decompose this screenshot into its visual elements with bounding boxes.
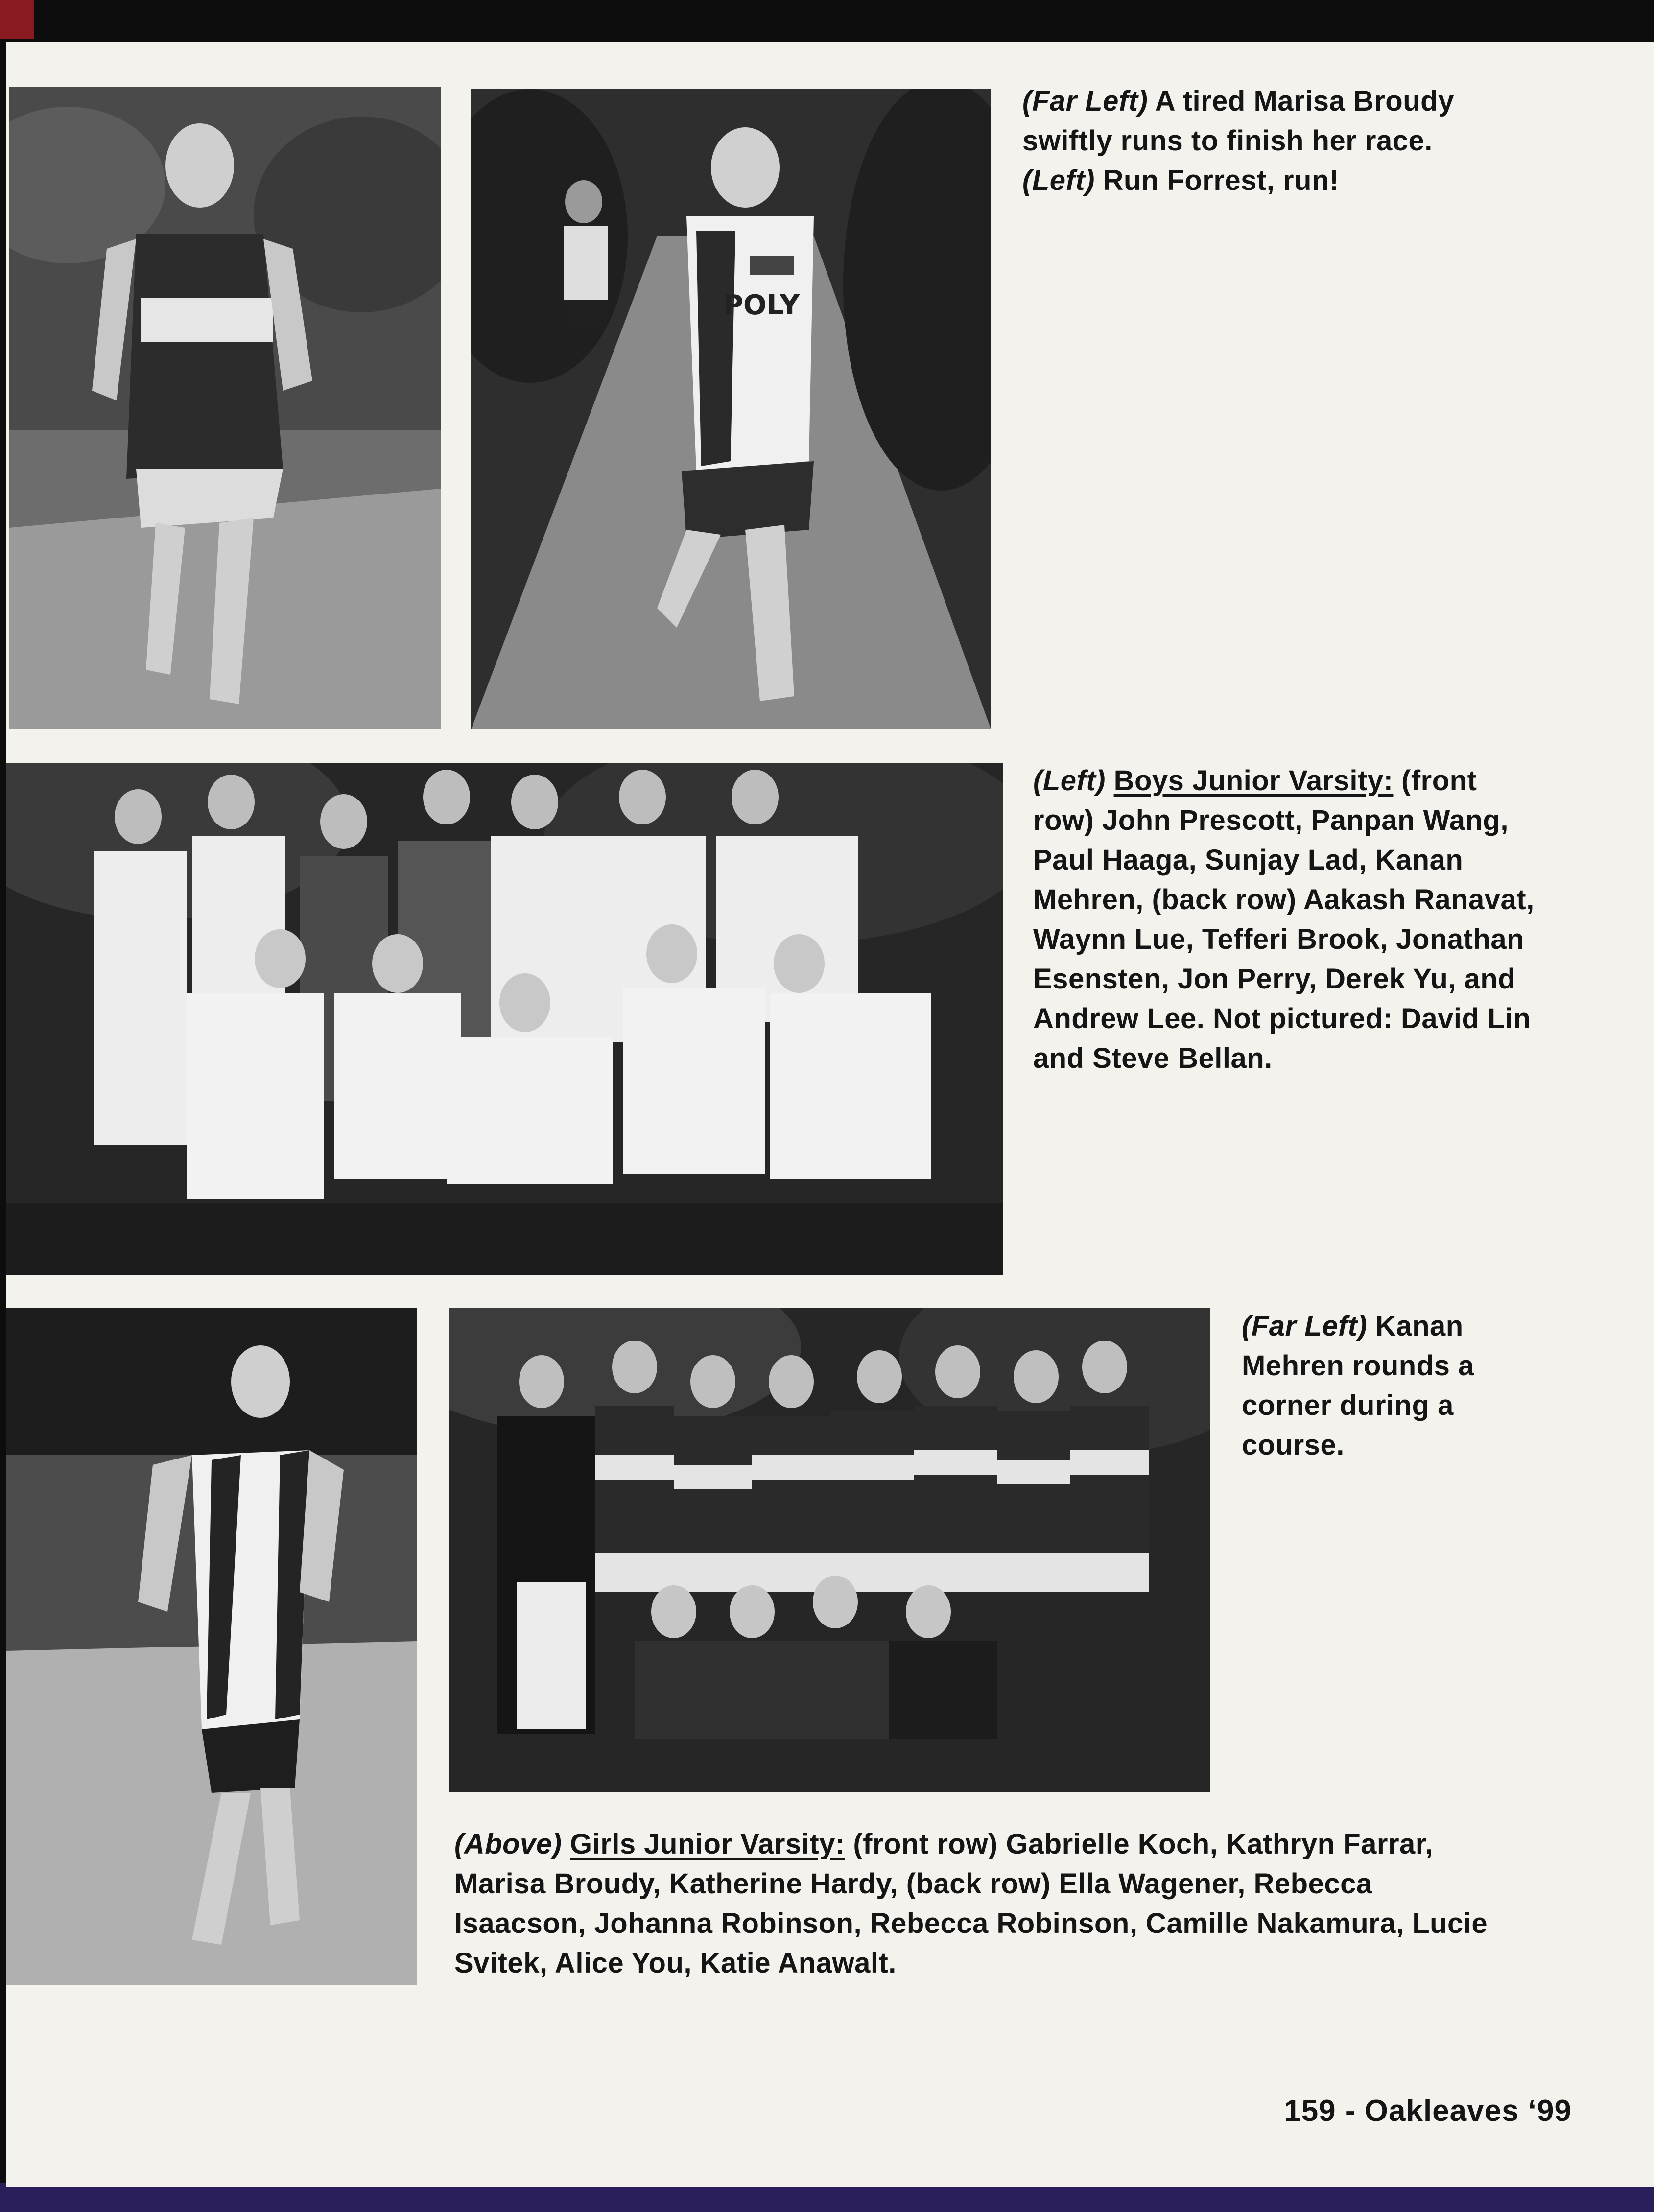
yearbook-page xyxy=(6,42,1654,2187)
caption-boys-jv-title: Boys Junior Varsity: xyxy=(1113,765,1394,797)
caption-kanan xyxy=(1242,1306,1516,1465)
caption-girls-jv-tag: (Above) xyxy=(454,1828,562,1860)
caption-top-left-text: Run Forrest, run! xyxy=(1094,165,1339,196)
caption-boys-jv-text: (front row) John Prescott, Panpan Wang, Paul Haaga, Sunjay Lad, Kanan Mehren, (back row) Aakash Ranavat, Waynn Lue, Tefferi Brook, Jonathan Esensten, Jon Perry, Derek Yu, and Andrew Lee. Not pictured: David Lin and Steve Bellan. xyxy=(1033,765,1535,1074)
caption-boys-jv xyxy=(1033,761,1542,1078)
caption-top-far-left-tag: (Far Left) xyxy=(1022,85,1148,117)
jersey-text: POLY xyxy=(723,289,800,321)
photo-boys-jv-team xyxy=(6,763,1003,1275)
caption-girls-jv-text: (front row) Gabrielle Koch, Kathryn Farrar, Marisa Broudy, Katherine Hardy, (back row) Ella Wagener, Rebecca Isaacson, Johanna Robinson, Rebecca Robinson, Camille Nakamura, Lucie Svitek, Alice You, Katie Anawalt. xyxy=(454,1828,1488,1979)
photo-girls-jv-team xyxy=(449,1308,1210,1792)
caption-top-left-tag: (Left) xyxy=(1022,165,1095,196)
photo-marisa-running xyxy=(9,87,441,729)
photo-kanan-running xyxy=(6,1308,417,1985)
page-folio: 159 - Oakleaves ‘99 xyxy=(1284,2094,1572,2128)
caption-kanan-tag: (Far Left) xyxy=(1242,1310,1368,1342)
caption-girls-jv xyxy=(454,1824,1492,1983)
caption-kanan-text: Kanan Mehren rounds a corner during a course. xyxy=(1242,1310,1474,1461)
caption-top-far-left-text: A tired Marisa Broudy swiftly runs to finish her race. xyxy=(1022,85,1454,157)
caption-boys-jv-tag: (Left) xyxy=(1033,765,1106,797)
scan-edge-red xyxy=(0,0,34,39)
caption-top xyxy=(1022,81,1517,200)
scan-edge-bottom xyxy=(0,2183,1654,2212)
caption-girls-jv-title: Girls Junior Varsity: xyxy=(570,1828,845,1860)
photo-run-forrest xyxy=(471,89,991,729)
